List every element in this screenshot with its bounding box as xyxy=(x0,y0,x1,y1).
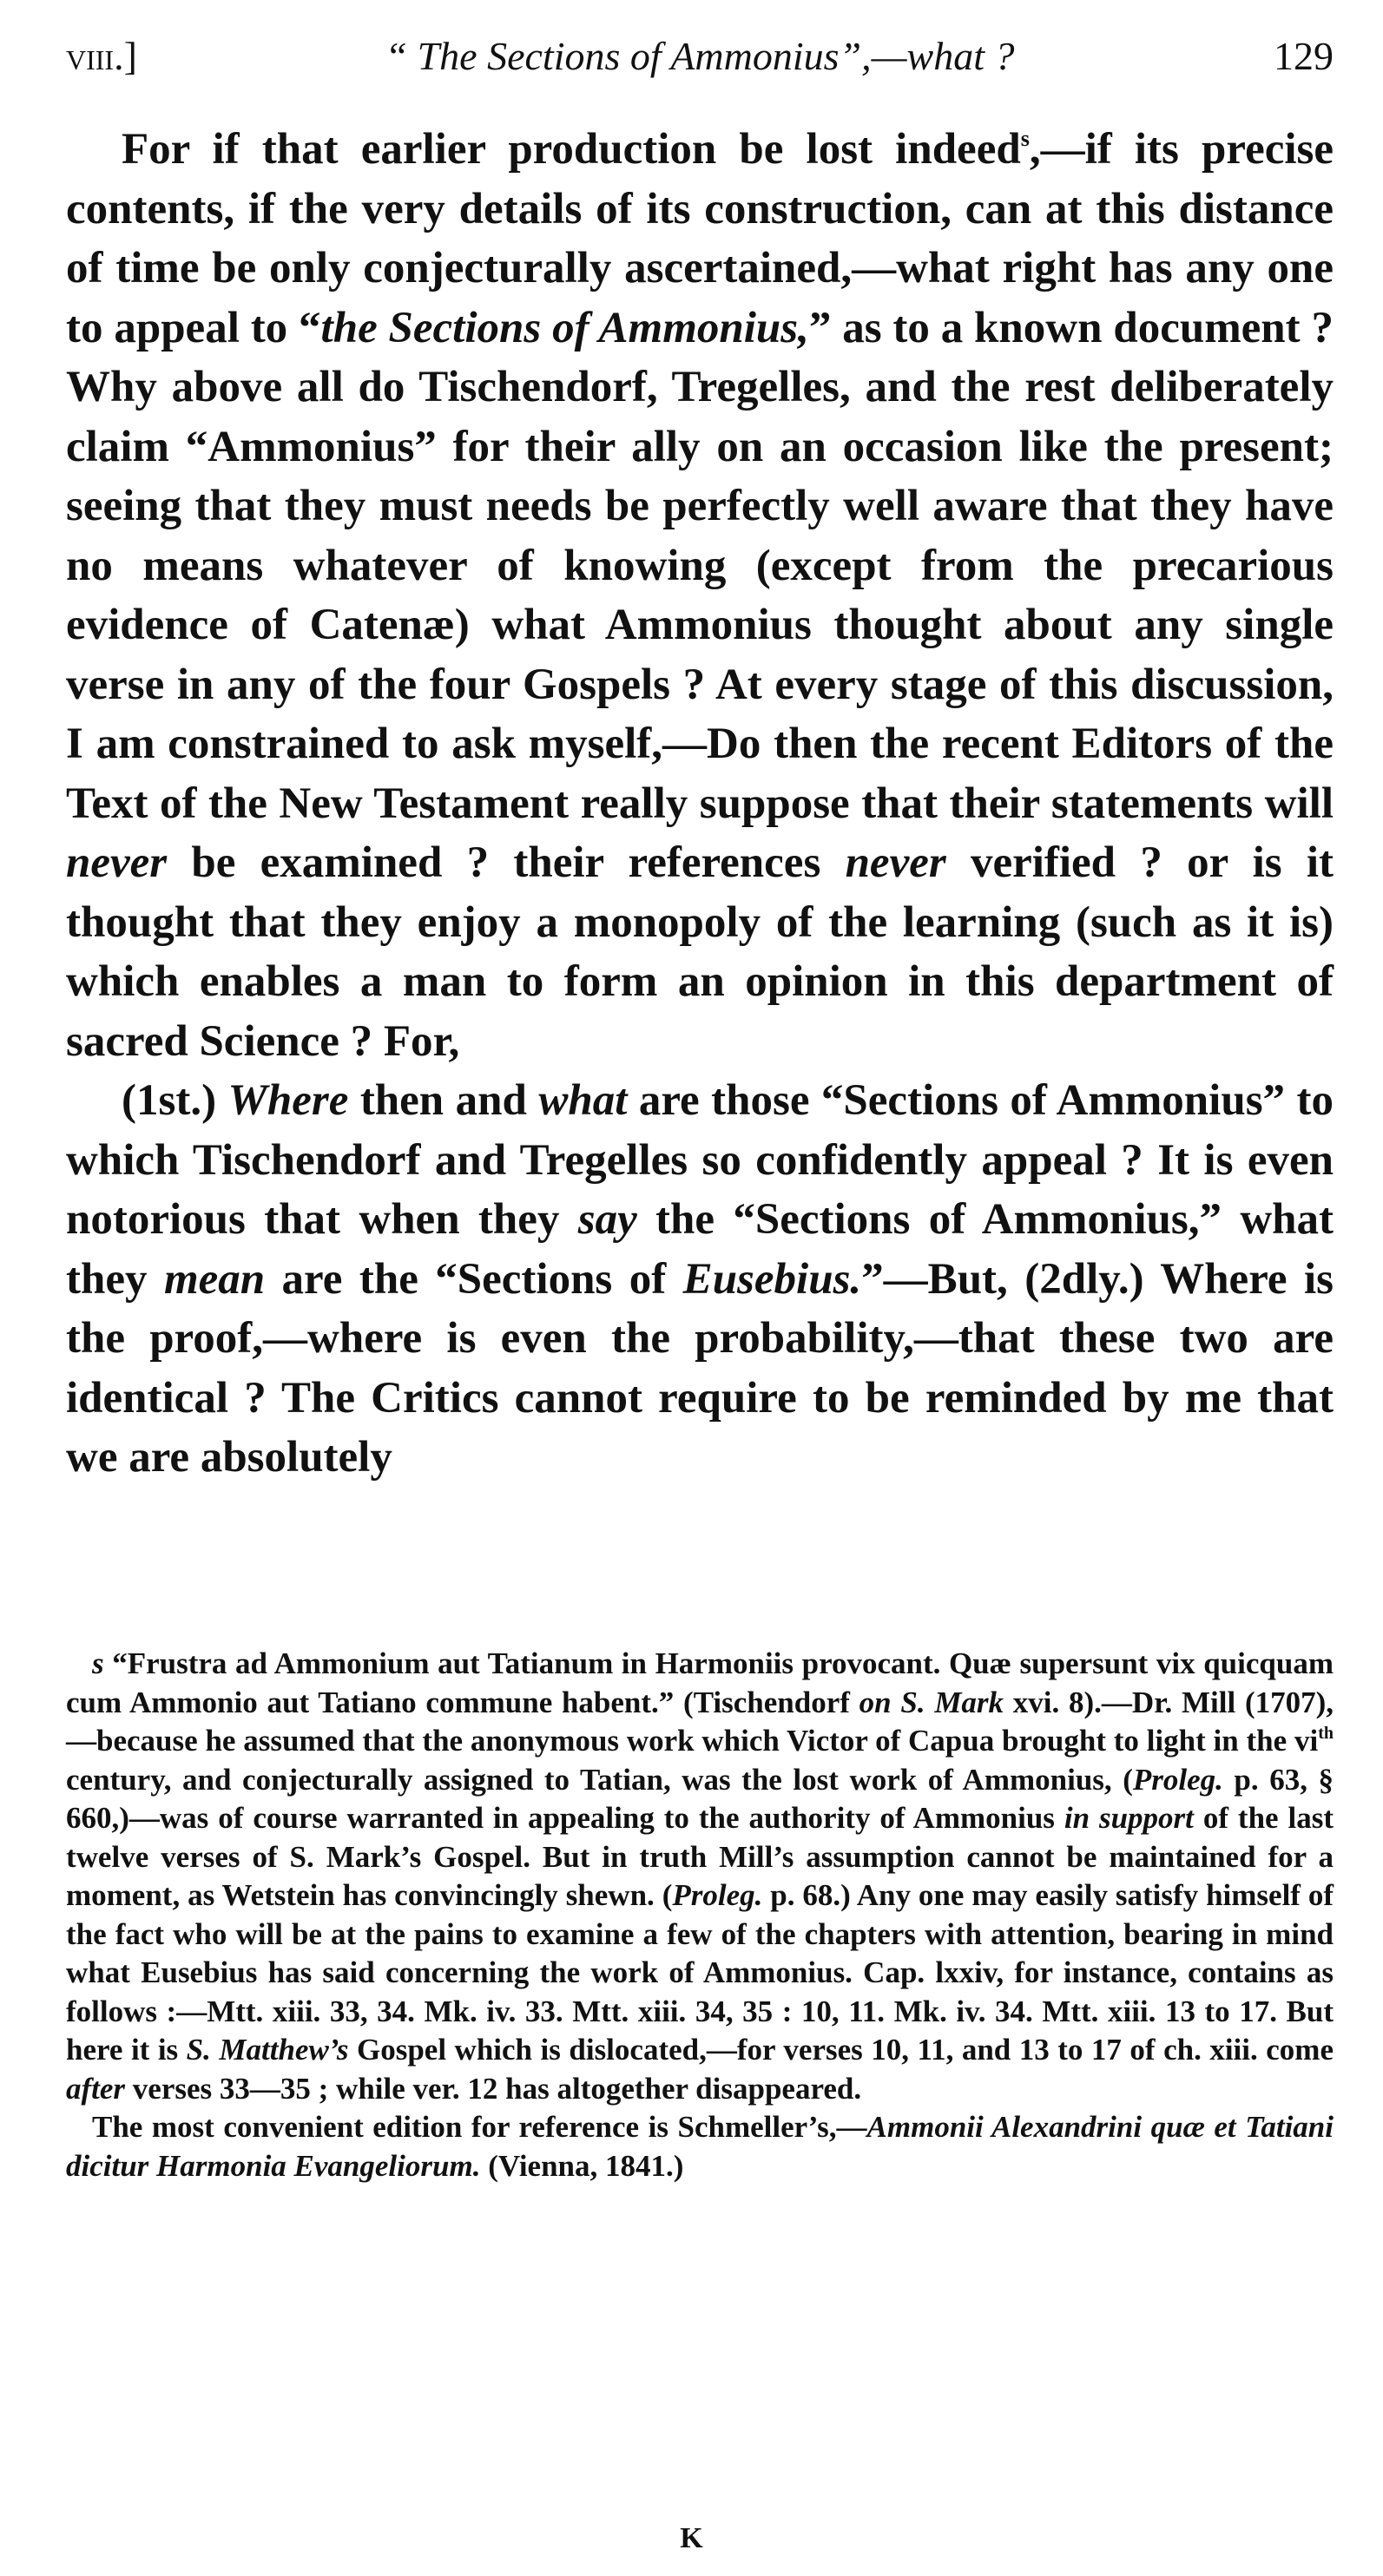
footnote-mark: s xyxy=(92,1646,104,1680)
footnote-marker: s xyxy=(1020,126,1030,151)
footnote-s: s “Frustra ad Ammonium aut Tatianum in Harmoniis provocant. Quæ supersunt vix quicquam cum Ammonio aut Tatiano commune habent.” (Tischendorf on S. Mark xvi. 8).—Dr. Mill (1707),—because he assumed that the anonymous work which Victor of Capua brought to light in the $vi^{th}$ century, and conjecturally assigned to Tatian, was the lost work of Ammonius, (Proleg. p. 63, § 660,)—was of course warranted in appealing to the authority of Ammonius in support of the last twelve verses of S. Mark’s Gospel. But in truth Mill’s assumption cannot be maintained for a moment, as Wetstein has convincingly shewn. (Proleg. p. 68.) Any one may easily satisfy himself of the fact who will be at the pains to examine a few of the chapters with attention, bearing in mind what Eusebius has said concerning the work of Ammonius. Cap. lxxiv, for instance, contains as follows :—Mtt. xiii. 33, 34. Mk. iv. 33. Mtt. xiii. 34, 35 : 10, 11. Mk. iv. 34. Mtt. xiii. 13 to 17. But here it is S. Matthew’s Gospel which is dislocated,—for verses 10, 11, and 13 to 17 of ch. xiii. come after verses 33—35 ; while ver. 12 has altogether disappeared. xyxy=(66,1646,1334,2106)
paragraph-1: For if that earlier production be lost indeed$^s$,—if its precise contents, if the very details of its construction, can at this distance of time be only conjecturally ascertained,—what right has any one to appeal to “the Sections of Ammonius,” as to a known document ? Why above all do Tischendorf, Tregelles, and the rest deliberately claim “Ammonius” for their ally on an occasion like the present; seeing that they must needs be perfectly well aware that they have no means whatever of knowing (except from the precarious evidence of Catenæ) what Ammonius thought about any single verse in any of the four Gospels ? At every stage of this discussion, I am constrained to ask myself,—Do then the recent Editors of the Text of the New Testament really suppose that their statements will never be examined ? their references never verified ? or is it thought that they enjoy a monopoly of the learning (such as it is) which enables a man to form an opinion in this department of sacred Science ? For, xyxy=(66,125,1334,1066)
running-header xyxy=(66,26,1334,87)
paragraph-2: (1st.) Where then and what are those “Sections of Ammonius” to which Tischendorf and Tregelles so confidently appeal ? It is even notorious that when they say the “Sections of Ammonius,” what they mean are the “Sections of Eusebius.”—But, (2dly.) Where is the proof,—where is even the probability,—that these two are identical ? The Critics cannot require to be reminded by me that we are absolutely xyxy=(66,1076,1334,1482)
signature-mark: K xyxy=(680,2522,703,2554)
main-text xyxy=(66,120,1334,1488)
footnote-block xyxy=(66,1645,1334,2185)
chapter-number: viii.] xyxy=(66,34,137,78)
page-number: 129 xyxy=(1274,34,1334,78)
footnote-edition-note: The most convenient edition for reference is Schmeller’s,—Ammonii Alexandrini quæ et Tatiani dicitur Harmonia Evangeliorum. (Vienna, 1841.) xyxy=(66,2110,1334,2183)
running-title: “ The Sections of Ammonius”,—what ? xyxy=(385,34,1015,78)
